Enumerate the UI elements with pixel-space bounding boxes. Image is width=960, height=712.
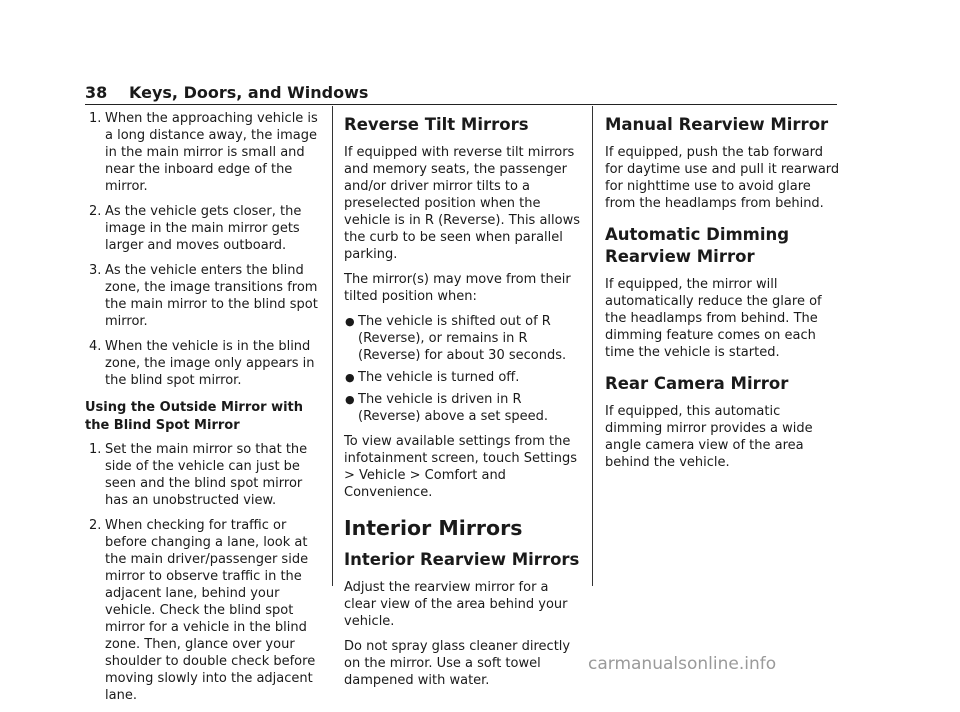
- bullet-icon: ●: [345, 393, 355, 406]
- bullet-text: The vehicle is driven in R (Reverse) above a set speed.: [358, 392, 549, 424]
- section-title: Keys, Doors, and Windows: [129, 83, 369, 102]
- bullet-item: [344, 313, 580, 364]
- list-text: As the vehicle gets closer, the image in the main mirror gets larger and moves outboard.: [105, 204, 302, 253]
- bullet-item: [344, 369, 580, 386]
- list-item: [85, 110, 323, 195]
- list-item: [85, 203, 323, 254]
- paragraph: If equipped with reverse tilt mirrors and memory seats, the passenger and/or driver mirror tilts to a preselected position when the vehicle is in R (Reverse). This allows the curb to be seen when parallel parking.: [344, 145, 581, 262]
- list-number: 2.: [89, 204, 102, 219]
- paragraph: Adjust the rearview mirror for a clear view of the area behind your vehicle.: [344, 580, 568, 629]
- page-header: [85, 82, 837, 105]
- page-number: 38: [85, 83, 108, 102]
- heading-reverse-tilt-mirrors: Reverse Tilt Mirrors: [344, 115, 529, 134]
- column-1: [85, 110, 323, 712]
- list-text: When the vehicle is in the blind zone, the image only appears in the blind spot mirror.: [105, 339, 315, 388]
- column-divider-left: [332, 106, 333, 586]
- list-number: 4.: [89, 339, 102, 354]
- bullet-icon: ●: [345, 371, 355, 384]
- list-number: 1.: [89, 442, 102, 457]
- list-item: [85, 441, 323, 509]
- bullet-list: [344, 313, 580, 425]
- heading-automatic-dimming-mirror: Automatic Dimming Rearview Mirror: [605, 225, 790, 266]
- column-3: [605, 110, 841, 479]
- list-item: [85, 517, 323, 704]
- blind-spot-steps: [85, 441, 323, 704]
- list-text: When the approaching vehicle is a long distance away, the image in the main mirror is small and near the inboard edge of the mirror.: [105, 111, 318, 194]
- bullet-text: The vehicle is shifted out of R (Reverse), or remains in R (Reverse) for about 30 seconds.: [358, 314, 567, 363]
- paragraph: Do not spray glass cleaner directly on the mirror. Use a soft towel dampened with water.: [344, 639, 571, 688]
- heading-rear-camera-mirror: Rear Camera Mirror: [605, 374, 789, 393]
- list-item: [85, 262, 323, 330]
- column-divider-right: [592, 106, 593, 586]
- bullet-text: The vehicle is turned off.: [358, 370, 520, 385]
- paragraph: To view available settings from the infotainment screen, touch Settings > Vehicle > Comfort and Convenience.: [344, 434, 578, 500]
- list-number: 2.: [89, 518, 102, 533]
- list-text: When checking for traffic or before changing a lane, look at the main driver/passenger side mirror to observe traffic in the adjacent lane, behind your vehicle. Check the blind spot mirror for a vehicle in the blind zone. Then, glance over your shoulder to double check before moving slowly into the adjacent lane.: [105, 518, 316, 703]
- list-item: [85, 338, 323, 389]
- paragraph: If equipped, this automatic dimming mirror provides a wide angle camera view of the area behind the vehicle.: [605, 404, 813, 470]
- mirror-image-steps: [85, 110, 323, 389]
- list-text: As the vehicle enters the blind zone, the image transitions from the main mirror to the blind spot mirror.: [105, 263, 318, 329]
- subsection-heading: Using the Outside Mirror with the Blind Spot Mirror: [85, 400, 304, 433]
- list-text: Set the main mirror so that the side of the vehicle can just be seen and the blind spot mirror has an unobstructed view.: [105, 442, 308, 508]
- paragraph: If equipped, the mirror will automatically reduce the glare of the headlamps from behind. The dimming feature comes on each time the vehicle is started.: [605, 277, 822, 360]
- list-number: 3.: [89, 263, 102, 278]
- bullet-item: [344, 391, 580, 425]
- list-number: 1.: [89, 111, 102, 126]
- bullet-icon: ●: [345, 315, 355, 328]
- paragraph: If equipped, push the tab forward for daytime use and pull it rearward for nighttime use to avoid glare from the headlamps from behind.: [605, 145, 840, 211]
- watermark-text: carmanualsonline.info: [588, 654, 777, 674]
- heading-manual-rearview-mirror: Manual Rearview Mirror: [605, 115, 829, 134]
- heading-interior-rearview-mirrors: Interior Rearview Mirrors: [344, 550, 580, 569]
- heading-interior-mirrors: Interior Mirrors: [344, 516, 523, 540]
- column-2: [344, 110, 580, 697]
- paragraph: The mirror(s) may move from their tilted position when:: [344, 272, 571, 304]
